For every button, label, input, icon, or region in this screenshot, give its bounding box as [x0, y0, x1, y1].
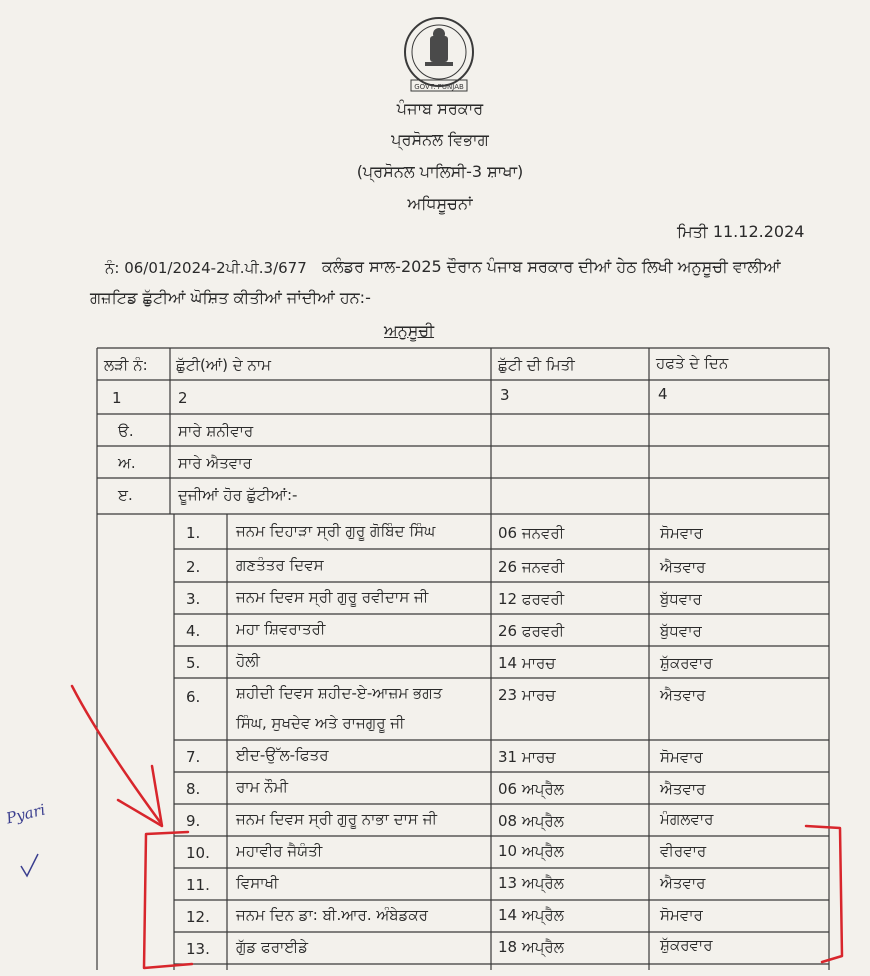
holiday-date: 18 ਅਪ੍ਰੈਲ [498, 938, 564, 956]
holiday-number: 4. [186, 622, 201, 640]
col-header-name: ਛੁੱਟੀ(ਆਂ) ਦੇ ਨਾਮ [176, 356, 272, 374]
holiday-name: ਸ਼ਹੀਦੀ ਦਿਵਸ ਸ਼ਹੀਦ-ਏ-ਆਜ਼ਮ ਭਗਤ [236, 684, 443, 702]
col-header-day: ਹਫਤੇ ਦੇ ਦਿਨ [656, 354, 729, 372]
holiday-date: 14 ਅਪ੍ਰੈਲ [498, 906, 564, 924]
holiday-number: 7. [186, 748, 201, 766]
holiday-date: 13 ਅਪ੍ਰੈਲ [498, 874, 564, 892]
col-number-4: 4 [658, 385, 668, 403]
holiday-weekday: ਐਤਵਾਰ [660, 780, 706, 798]
notice-type: ਅਧਿਸੂਚਨਾਂ [407, 194, 473, 213]
right-bracket-icon [806, 826, 842, 962]
holiday-date: 14 ਮਾਰਚ [498, 654, 556, 672]
category-name: ਸਾਰੇ ਸ਼ਨੀਵਾਰ [178, 422, 254, 440]
holiday-name: ਜਨਮ ਦਿਵਸ ਸ੍ਰੀ ਗੁਰੂ ਰਵੀਦਾਸ ਜੀ [236, 588, 429, 606]
col-number-3: 3 [500, 386, 510, 404]
holiday-weekday: ਸੋਮਵਾਰ [660, 906, 703, 924]
schedule-title: ਅਨੁਸੂਚੀ [384, 321, 435, 340]
holiday-weekday: ਸ਼ੁੱਕਰਵਾਰ [660, 654, 713, 672]
holiday-name: ਜਨਮ ਦਿਹਾੜਾ ਸ੍ਰੀ ਗੁਰੂ ਗੋਬਿੰਦ ਸਿੰਘ [236, 522, 436, 540]
col-header-serial: ਲੜੀ ਨੰ: [104, 356, 148, 374]
holiday-name: ਜਨਮ ਦਿਨ ਡਾ: ਬੀ.ਆਰ. ਅੰਬੇਡਕਰ [236, 906, 428, 924]
holiday-date: 26 ਜਨਵਰੀ [498, 558, 565, 576]
holiday-weekday: ਮੰਗਲਵਾਰ [660, 810, 714, 828]
holiday-weekday: ਐਤਵਾਰ [660, 686, 706, 704]
intro-line-2: ਗਜ਼ਟਿਡ ਛੁੱਟੀਆਂ ਘੋਸ਼ਿਤ ਕੀਤੀਆਂ ਜਾਂਦੀਆਂ ਹਨ:- [90, 288, 371, 307]
reference-number: ਨੰ: 06/01/2024-2ਪੀ.ਪੀ.3/677 [105, 259, 307, 277]
holiday-number: 9. [186, 812, 201, 830]
holiday-date: 26 ਫਰਵਰੀ [498, 622, 565, 640]
holiday-number: 5. [186, 654, 201, 672]
holiday-number: 13. [186, 940, 210, 958]
holiday-number: 2. [186, 558, 201, 576]
holiday-name: ਈਦ-ਉੱਲ-ਫਿਤਰ [236, 746, 329, 764]
handwritten-note: Pyari [4, 800, 48, 828]
col-number-2: 2 [178, 389, 188, 407]
holiday-date: 10 ਅਪ੍ਰੈਲ [498, 842, 564, 860]
category-label: ਅ. [118, 454, 136, 472]
holiday-number: 3. [186, 590, 201, 608]
emblem-label: GOVT. PUNJAB [414, 83, 464, 91]
col-header-date: ਛੁੱਟੀ ਦੀ ਮਿਤੀ [498, 356, 575, 374]
holiday-weekday: ਸੋਮਵਾਰ [660, 524, 703, 542]
holiday-number: 6. [186, 688, 201, 706]
holiday-weekday: ਸੋਮਵਾਰ [660, 748, 703, 766]
holiday-date: 06 ਅਪ੍ਰੈਲ [498, 780, 564, 798]
department-title: ਪ੍ਰਸੋਨਲ ਵਿਭਾਗ [391, 130, 489, 149]
holiday-date: 12 ਫਰਵਰੀ [498, 590, 565, 608]
left-bracket-icon [144, 832, 192, 968]
category-label: ੳ. [118, 422, 134, 440]
holiday-date: 23 ਮਾਰਚ [498, 686, 556, 704]
holiday-name: ਮਹਾ ਸ਼ਿਵਰਾਤਰੀ [236, 620, 326, 638]
holiday-weekday: ਵੀਰਵਾਰ [660, 842, 707, 860]
holiday-name-continued: ਸਿੰਘ, ਸੁਖਦੇਵ ਅਤੇ ਰਾਜਗੁਰੂ ਜੀ [236, 714, 405, 732]
holiday-number: 1. [186, 524, 201, 542]
government-title: ਪੰਜਾਬ ਸਰਕਾਰ [396, 99, 484, 118]
annotation-arrow-icon [72, 686, 160, 822]
category-label: ੲ. [118, 486, 133, 504]
holiday-weekday: ਐਤਵਾਰ [660, 558, 706, 576]
holiday-name: ਵਿਸਾਖੀ [236, 874, 279, 892]
holiday-weekday: ਬੁੱਧਵਾਰ [660, 622, 702, 640]
holiday-date: 31 ਮਾਰਚ [498, 748, 556, 766]
handwritten-tick-icon [18, 850, 42, 880]
holiday-name: ਗਣਤੰਤਰ ਦਿਵਸ [236, 556, 324, 574]
holiday-name: ਹੋਲੀ [236, 652, 260, 670]
holiday-weekday: ਐਤਵਾਰ [660, 874, 706, 892]
holiday-name: ਰਾਮ ਨੌਮੀ [236, 778, 288, 796]
holiday-name: ਮਹਾਵੀਰ ਜੈਯੰਤੀ [236, 842, 323, 860]
notice-date: ਮਿਤੀ 11.12.2024 [677, 222, 805, 241]
category-name: ਦੂਜੀਆਂ ਹੋਰ ਛੁੱਟੀਆਂ:- [178, 486, 298, 504]
holiday-number: 12. [186, 908, 210, 926]
holiday-name: ਗੁੱਡ ਫਰਾਈਡੇ [236, 938, 309, 956]
intro-line-1: ਕਲੰਡਰ ਸਾਲ-2025 ਦੌਰਾਨ ਪੰਜਾਬ ਸਰਕਾਰ ਦੀਆਂ ਹੇਠ ਲਿਖੀ ਅਨੁਸੂਚੀ ਵਾਲੀਆਂ [322, 257, 781, 276]
holiday-number: 11. [186, 876, 210, 894]
category-name: ਸਾਰੇ ਐਤਵਾਰ [178, 454, 252, 472]
holiday-weekday: ਬੁੱਧਵਾਰ [660, 590, 702, 608]
branch-title: (ਪ੍ਰਸੋਨਲ ਪਾਲਿਸੀ-3 ਸ਼ਾਖਾ) [356, 162, 524, 181]
holiday-number: 8. [186, 780, 201, 798]
holiday-date: 06 ਜਨਵਰੀ [498, 524, 565, 542]
holiday-weekday: ਸ਼ੁੱਕਰਵਾਰ [660, 936, 713, 954]
holiday-number: 10. [186, 844, 210, 862]
col-number-1: 1 [112, 389, 122, 407]
holiday-name: ਜਨਮ ਦਿਵਸ ਸ੍ਰੀ ਗੁਰੂ ਨਾਭਾ ਦਾਸ ਜੀ [236, 810, 438, 828]
holiday-date: 08 ਅਪ੍ਰੈਲ [498, 812, 564, 830]
